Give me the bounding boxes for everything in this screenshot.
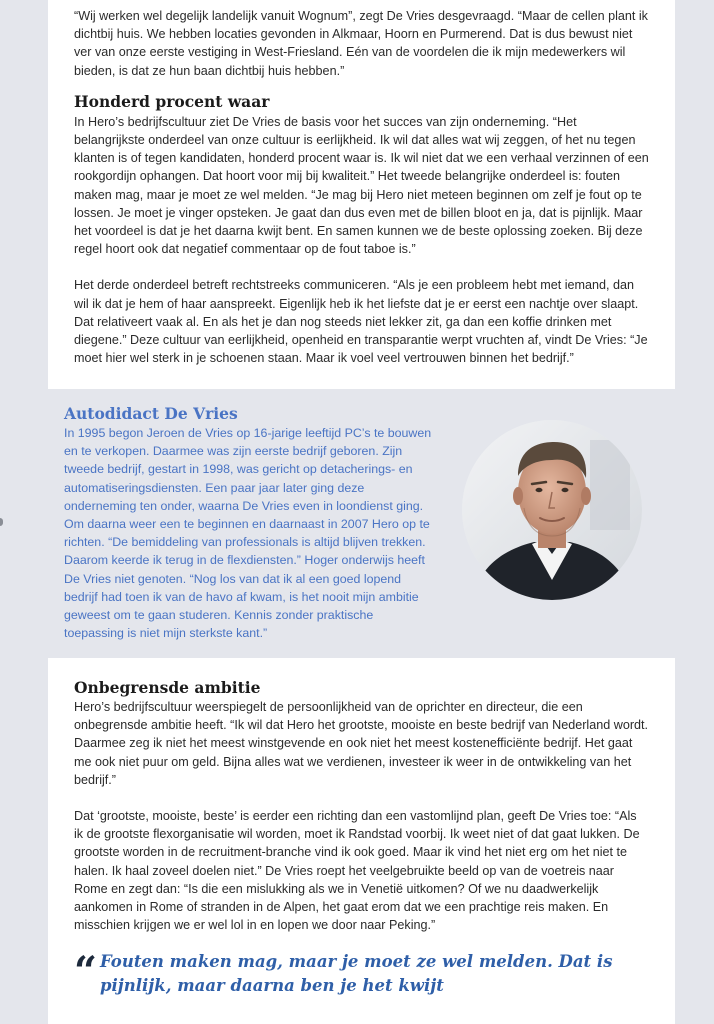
section-heading-honderd-procent: Honderd procent waar [74,91,270,111]
article-section-top [48,0,675,389]
ambition-paragraph: Hero’s bedrijfscultuur weerspiegelt de persoonlijkheid van de oprichter en directeur, die een onbegrensde ambitie heeft. “Ik wil dat Hero het grootste, mooiste en beste bedrijf van Nederland wordt. Daarmee zeg ik niet het meest winstgevende en ook niet het meest kostenefficiënte bedrijf. Het gaat me ook niet puur om geld. Bijna alles wat we verdienen, investeer ik weer in de ontwikkeling van het bedrijf.” [74,700,649,787]
communication-paragraph: Het derde onderdeel betreft rechtstreeks communiceren. “Als je een probleem hebt met iemand, dan wil ik dat je hem of haar aanspreekt. Eigenlijk heb ik het liefste dat je er eerst een nachtje over slaapt. Dat relativeert vaak al. En als het je dan nog steeds niet lekker zit, ga dan een koffie drinken met diegene.” Deze cultuur van eerlijkheid, openheid en transparantie werpt vruchten af, vindt De Vries: “Je moet hier wel sterk in je schoenen staan. Maar ik voel veel vertrouwen binnen het bedrijf.” [74,278,648,366]
portrait-illustration [462,420,642,600]
pull-quote-text: Fouten maken mag, maar je moet ze wel melden. Dat is pijnlijk, maar daarna ben je het kwijt [100,952,613,995]
scroll-edge-marker [0,518,3,526]
section-heading-onbegrensde-ambitie: Onbegrensde ambitie [74,678,261,697]
bio-text: In 1995 begon Jeroen de Vries op 16-jarige leeftijd PC’s te bouwen en te verkopen. Daarmee was zijn eerste bedrijf geboren. Zijn tweede bedrijf, gestart in 1998, was gericht op detacherings- en automatiseringsdiensten. Een paar jaar later ging deze onderneming ten onder, waarna De Vries even in loondienst ging. Om daarna weer een te beginnen en daarnaast in 2007 Hero op te richten. “De bemiddeling van professionals is altijd blijven trekken. Daarom keerde ik terug in de flexdiensten.” Hoger onderwijs heeft De Vries niet genoten. “Nog los van dat ik al een goed lopend bedrijf had toen ik van de havo af kwam, is het nooit mijn ambitie geweest om te gaan studeren. Kennis zonder praktische toepassing is niet mijn sterkste kant.” [64,426,432,641]
culture-paragraph: In Hero’s bedrijfscultuur ziet De Vries de basis voor het succes van zijn onderneming. “Het belangrijkste onderdeel van onze cultuur is eerlijkheid. Ik wil dat alles wat wij zeggen, of het nu tegen klanten is of tegen kandidaten, honderd procent waar is. Ik wil niet dat we een verhaal verzinnen of een rookgordijn ophangen. Dat hoort voor mij bij kwaliteit.” Het tweede belangrijke onderdeel is: fouten maken mag, maar je moet ze wel melden. “Je mag bij Hero niet meteen beginnen om zelf je fout op te lossen. Je moet je vinger opsteken. Je gaat dan dus even met de billen bloot en ja, dat is pijnlijk. Maar het voordeel is dat je het daarna kwijt bent. En samen kunnen we de beste oplossing zoeken. Bij deze regel hoort ook dat negatief commentaar op de fout taboe is.” [74,114,649,257]
portrait-photo [462,420,642,600]
intro-paragraph: “Wij werken wel degelijk landelijk vanuit Wognum”, zegt De Vries desgevraagd. “Maar de cellen plant ik dichtbij huis. We hebben locaties gevonden in Alkmaar, Hoorn en Purmerend. Dat is dus bewust niet ver van onze eerste vestiging in West-Friesland. Eén van de voordelen die ik mijn medewerkers wil bieden, is dat ze hun baan dichtbij huis hebben.” [74,9,648,78]
direction-paragraph: Dat ‘grootste, mooiste, beste’ is eerder een richting dan een vastomlijnd plan, geeft De Vries toe: “Als ik de grootste flexorganisatie wil worden, moet ik Randstad voorbij. Ik weet niet of dat gaat lukken. De grootste worden in de recruitment-branche vind ik ook goed. Maar ik vind het niet erg om het niet te halen. Ik haal zoveel doelen niet.” De Vries roept het veelgebruikte beeld op van de voetreis naar Rome en zegt dan: “Is die een mislukking als we in Venetië uitkomen? Of we nu daadwerkelijk aankomen in Rome of stranden in de Alpen, het gaat erom dat we een prachtige reis maken. En misschien krijgen we er wel lol in en lopen we door naar Peking.” [74,809,640,933]
quote-mark-icon: “ [74,948,98,995]
bio-section [64,404,436,642]
bio-heading: Autodidact De Vries [64,404,238,423]
